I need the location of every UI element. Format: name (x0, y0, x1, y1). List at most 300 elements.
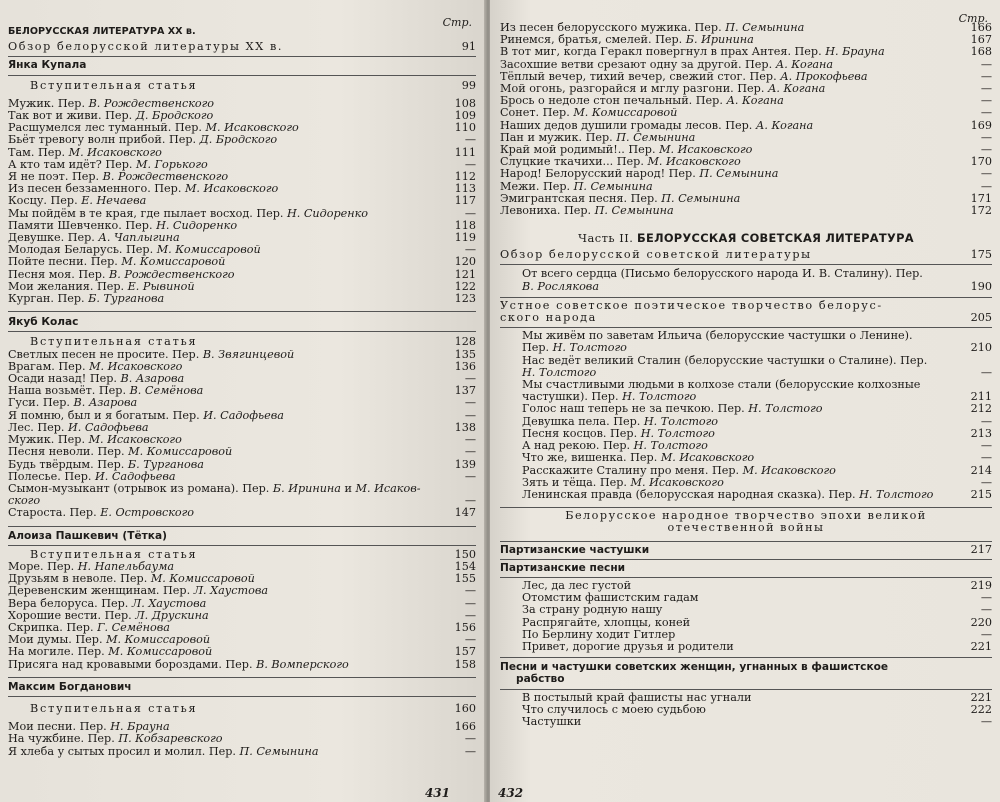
toc-entry[interactable]: Светлых песен не просите. Пер. В. Звягинцевой 135 (8, 347, 476, 361)
entry-title: Эмигрантская песня. (500, 192, 628, 205)
toc-entry[interactable]: Девушке. Пер. А. Чаплыгина 119 (8, 231, 476, 245)
entry-translator: А. Когана (775, 58, 834, 71)
section-heading: Песни и частушки советских женщин, угнанных в фашистское (500, 661, 889, 674)
entry-page: — (464, 372, 476, 386)
toc-entry[interactable] (500, 629, 992, 641)
entry-title: Я не поэт. (8, 171, 69, 184)
entry-title: Мужик. (8, 97, 55, 110)
toc-entry[interactable]: От всего сердца (Письмо белорусского народа И. В. Сталину). Пер. (522, 268, 923, 281)
toc-entry[interactable]: Наша возьмёт. Пер. В. Семёнова 137 (8, 384, 476, 398)
entry-page: 221 (970, 639, 992, 653)
entry-page: 120 (454, 255, 476, 269)
toc-entry[interactable]: Врагам. Пер. М. Исаковского 136 (8, 359, 476, 373)
entry-translator: В. Азарова (120, 373, 185, 386)
toc-entry[interactable]: Мужик. Пер. В. Рождественского 108 (8, 96, 476, 110)
divider (8, 331, 476, 332)
entry-title: Голос наш теперь не за печкою. (522, 403, 715, 416)
entry-page: — (980, 94, 992, 108)
entry-translator: М. Исаковского (89, 360, 183, 373)
entry-title: Наших дедов душили громады лесов. (500, 119, 722, 132)
entry-page: — (980, 627, 992, 641)
entry-title: На могиле. (8, 646, 75, 659)
entry-page: — (980, 714, 992, 728)
toc-entry[interactable]: Край мой родимый!.. Пер. М. Исаковского — (500, 143, 992, 157)
entry-translator: А. Чаплыгина (98, 232, 180, 245)
entry-translator: Е. Нечаева (81, 195, 147, 208)
entry-title: Девушка пела. (522, 415, 610, 428)
entry-page: — (464, 633, 476, 647)
entry-title: Распрягайте, хлопцы, коней (522, 616, 691, 629)
toc-entry[interactable] (500, 330, 992, 342)
divider (8, 545, 476, 546)
entry-page: 136 (454, 359, 476, 373)
entry-translator: Е. Рывиной (127, 280, 195, 293)
entry-translator: М. Исаковского (68, 146, 162, 159)
section-heading: отечественной войны (667, 521, 825, 535)
entry-title: Скрипка. (8, 621, 63, 634)
entry-prefix: Пер. (522, 342, 550, 355)
entry-title: А над рекою. (522, 440, 600, 453)
toc-entry[interactable]: Партизанские частушки 217 (500, 542, 992, 556)
entry-page: — (980, 603, 992, 617)
entry-translator: М. Исаковского (647, 156, 741, 169)
entry-page: 137 (454, 384, 476, 398)
entry-title: В постылый край фашисты нас угнали (522, 691, 752, 704)
entry-title: Мы пойдём в те края, где пылает восход. (8, 207, 253, 220)
entry-title: Ленинская правда (белорусская народная сказка). (522, 488, 825, 501)
entry-list (500, 22, 992, 217)
entry-page: 135 (454, 347, 476, 361)
toc-entry[interactable]: Межи. Пер. П. Семынина — (500, 179, 992, 193)
entry-translator: Н. Толстого (633, 440, 708, 453)
toc-entry[interactable]: Я помню, был и я богатым. Пер. И. Садофьева — (8, 408, 476, 422)
entry-page: 154 (454, 559, 476, 573)
entry-title: Что же, вишенка. (522, 452, 627, 465)
entry-page: — (980, 143, 992, 157)
entry-translator: М. Комиссаровой (156, 244, 261, 257)
entry-page: — (464, 608, 476, 622)
toc-entry[interactable]: Слуцкие ткачихи... Пер. М. Исаковского 170 (500, 155, 992, 169)
entry-title: Лес, да лес густой (522, 579, 632, 592)
toc-entry[interactable]: Хорошие вести. Пер. Л. Друскина — (8, 608, 476, 622)
entry-title: Край мой родимый!.. (500, 144, 625, 157)
entry-translator: П. Семынина (616, 131, 696, 144)
right-page (490, 0, 1000, 802)
divider (500, 297, 992, 298)
entry-title: Присяга над кровавыми бороздами. (8, 658, 222, 671)
part-heading: Часть II. БЕЛОРУССКАЯ СОВЕТСКАЯ ЛИТЕРАТУРА (578, 231, 914, 246)
entry-title: Частушки (522, 715, 582, 728)
toc-entry[interactable]: А кто там идёт? Пер. М. Горького — (8, 157, 476, 171)
entry-page: 121 (454, 267, 476, 281)
entry-page: 158 (454, 657, 476, 671)
toc-entry[interactable]: Пан и мужик. Пер. П. Семынина — (500, 130, 992, 144)
toc-entry[interactable] (500, 704, 992, 716)
entry-list (8, 98, 476, 305)
entry-list (500, 403, 992, 501)
page-label: Стр. (442, 16, 472, 29)
toc-entry[interactable]: Осади назад! Пер. В. Азарова — (8, 372, 476, 386)
toc-entry[interactable]: Молодая Беларусь. Пер. М. Комиссаровой — (8, 243, 476, 257)
toc-entry[interactable]: Расшумелся лес туманный. Пер. М. Исаковского 110 (8, 121, 476, 135)
entry-page: — (980, 179, 992, 193)
entry-page: — (464, 596, 476, 610)
entry-translator: Н. Брауна (825, 46, 885, 59)
toc-entry-continuation: В. Рослякова 190 (522, 279, 992, 293)
entry-page: 138 (454, 420, 476, 434)
entry-translator: Д. Бродского (135, 110, 214, 123)
toc-entry[interactable]: Тёплый вечер, тихий вечер, свежий стог. Пер. А. Прокофьева — (500, 69, 992, 83)
page-label: Стр. (958, 12, 988, 25)
toc-entry[interactable]: Мужик. Пер. М. Исаковского — (8, 433, 476, 447)
entry-title: Привет, дорогие друзья и родители (522, 640, 734, 653)
toc-entry[interactable]: На могиле. Пер. М. Комиссаровой 157 (8, 645, 476, 659)
entry-title: Осади назад! (8, 373, 87, 386)
entry-page: 212 (970, 402, 992, 416)
divider (500, 264, 992, 265)
entry-page: 169 (970, 118, 992, 132)
toc-entry[interactable]: Вступительная статья 150 (30, 547, 476, 561)
toc-entry[interactable] (500, 355, 992, 367)
entry-translator: Б. Турганова (88, 293, 165, 306)
divider (500, 559, 992, 560)
entry-translator: М. Комиссаровой (106, 634, 211, 647)
author-heading: Янка Купала (8, 59, 87, 72)
toc-entry[interactable] (500, 641, 992, 653)
divider (8, 56, 476, 57)
toc-entry-continuation (500, 342, 992, 354)
entry-translator: М. Комиссаровой (108, 646, 213, 659)
entry-title: В тот миг, когда Геракл повергнул в прах Антея. (500, 46, 791, 59)
entry-page: 170 (970, 155, 992, 169)
entry-title: Мужик. (8, 434, 55, 447)
divider (500, 657, 992, 658)
entry-title: Мы живём по заветам Ильича (белорусские частушки о Ленине). (522, 330, 913, 343)
entry-title: Я помню, был и я богатым. (8, 409, 170, 422)
entry-title: Будь твёрдым. (8, 458, 94, 471)
entry-translator: М. Исаковского (742, 464, 836, 477)
entry-title: Друзьям в неволе. (8, 573, 117, 586)
toc-entry[interactable]: Полесье. Пер. И. Садофьева — (8, 469, 476, 483)
entry-page: — (980, 439, 992, 453)
divider (8, 75, 476, 76)
toc-entry[interactable]: Мои песни. Пер. Н. Брауна 166 (8, 720, 476, 734)
toc-entry[interactable]: Песня моя. Пер. В. Рождественского 121 (8, 267, 476, 281)
entry-page: 211 (970, 390, 992, 404)
entry-list (500, 692, 992, 729)
entry-page: — (464, 157, 476, 171)
toc-entry[interactable]: Песня косцов. Пер. Н. Толстого 213 (522, 426, 992, 440)
entry-title: Деревенским женщинам. (8, 585, 160, 598)
toc-entry[interactable]: Вступительная статья 160 (30, 701, 476, 715)
toc-entry[interactable]: Вступительная статья 99 (30, 78, 476, 92)
entry-page: 111 (454, 145, 476, 159)
entry-translator: В. Рождественского (108, 268, 235, 281)
entry-translator: Н. Толстого (622, 391, 697, 404)
toc-entry[interactable]: Устное советское поэтическое творчество белорус- (500, 299, 883, 312)
toc-entry[interactable]: Левониха. Пер. П. Семынина 172 (500, 204, 992, 218)
entry-page: 215 (970, 487, 992, 501)
toc-entry-continuation (500, 367, 992, 379)
entry-title: Молодая Беларусь. (8, 244, 123, 257)
toc-entry[interactable]: Ринемся, братья, смелей. Пер. Б. Иринина 167 (500, 33, 992, 47)
entry-title: Слуцкие ткачихи... (500, 156, 614, 169)
entry-list (500, 580, 992, 653)
entry-page: — (980, 365, 992, 379)
entry-page: 113 (454, 182, 476, 196)
entry-translator: А. Когана (726, 95, 784, 108)
entry-title: Море. (8, 560, 44, 573)
toc-entry[interactable]: Голос наш теперь не за печкою. Пер. Н. Толстого 212 (522, 402, 992, 416)
entry-title: Врагам. (8, 360, 55, 373)
entry-translator: П. Семынина (573, 180, 653, 193)
entry-page: 221 (970, 690, 992, 704)
entry-translator: В. Азарова (73, 397, 138, 410)
toc-entry[interactable]: Песня неволи. Пер. М. Комиссаровой — (8, 445, 476, 459)
entry-title: Из песен белорусского мужика. (500, 22, 691, 34)
divider (500, 327, 992, 328)
entry-title: Я хлеба у сытых просил и молил. (8, 745, 206, 758)
entry-page: — (464, 744, 476, 758)
entry-page: — (464, 243, 476, 257)
section-heading: Белорусское народное творчество эпохи великой (565, 509, 927, 523)
page-number: 431 (424, 786, 450, 800)
entry-page: 210 (970, 341, 992, 355)
entry-page: 219 (970, 578, 992, 592)
entry-translator: А. Когана (767, 83, 826, 96)
entry-title: Брось о недоле стон печальный. (500, 95, 693, 108)
toc-entry[interactable]: Сонет. Пер. М. Комиссаровой — (500, 106, 992, 120)
toc-entry[interactable]: Друзьям в неволе. Пер. М. Комиссаровой 155 (8, 572, 476, 586)
entry-translator: В. Семёнова (129, 385, 204, 398)
entry-page: — (980, 82, 992, 96)
entry-translator: Н. Сидоренко (156, 219, 238, 232)
entry-page: 119 (454, 231, 476, 245)
toc-entry[interactable]: Мы пойдём в те края, где пылает восход. Пер. Н. Сидоренко — (8, 206, 476, 220)
divider (500, 507, 992, 508)
toc-entry[interactable]: Там. Пер. М. Исаковского 111 (8, 145, 476, 159)
toc-entry[interactable]: Я хлеба у сытых просил и молил. Пер. П. Семынина — (8, 744, 476, 758)
entry-page: 118 (454, 218, 476, 232)
toc-entry[interactable]: Памяти Шевченко. Пер. Н. Сидоренко 118 (8, 218, 476, 232)
entry-page: 155 (454, 572, 476, 586)
entry-title: Наша возьмёт. (8, 385, 96, 398)
toc-entry[interactable]: Деревенским женщинам. Пер. Л. Хаустова — (8, 584, 476, 598)
entry-translator: Б. Иринина (685, 34, 754, 47)
entry-list (500, 330, 992, 403)
toc-entry[interactable]: Бьёт тревогу волн прибой. Пер. Д. Бродского — (8, 133, 476, 147)
entry-title: Тёплый вечер, тихий вечер, свежий стог. (500, 70, 746, 83)
entry-translator: М. Горького (136, 158, 208, 171)
entry-page: 139 (454, 457, 476, 471)
toc-entry[interactable]: Староста. Пер. Е. Островского 147 (8, 506, 476, 520)
entry-title: Лес. (8, 421, 34, 434)
toc-entry[interactable]: Пойте песни. Пер. М. Комиссаровой 120 (8, 255, 476, 269)
entry-title: Сонет. (500, 107, 540, 120)
toc-entry[interactable] (500, 592, 992, 604)
entry-translator: А. Прокофьева (780, 70, 868, 83)
entry-title: Бьёт тревогу волн прибой. (8, 134, 166, 147)
entry-translator: Д. Бродского (199, 134, 278, 147)
entry-page: 108 (454, 96, 476, 110)
toc-entry[interactable]: А над рекою. Пер. Н. Толстого — (522, 439, 992, 453)
divider (8, 311, 476, 312)
toc-entry[interactable]: Мой огонь, разгорайся и мглу разгони. Пер. А. Когана — (500, 82, 992, 96)
toc-entry[interactable]: Присяга над кровавыми бороздами. Пер. В. Вомперского 158 (8, 657, 476, 671)
toc-entry[interactable]: Брось о недоле стон печальный. Пер. А. Когана — (500, 94, 992, 108)
toc-entry[interactable]: Море. Пер. Н. Напельбаума 154 (8, 559, 476, 573)
entry-title: Там. (8, 146, 35, 159)
entry-translator: М. Исаковского (88, 434, 182, 447)
entry-title: Песня неволи. (8, 446, 94, 459)
entry-title: Девушке. (8, 232, 65, 245)
entry-translator: М. Комиссаровой (128, 446, 233, 459)
toc-entry[interactable]: Из песен белорусского мужика. Пер. П. Семынина 166 (500, 21, 992, 34)
toc-entry[interactable]: В тот миг, когда Геракл повергнул в прах Антея. Пер. Н. Брауна 168 (500, 45, 992, 59)
entry-translator: М. Исаковского (660, 452, 755, 465)
entry-page: — (980, 451, 992, 465)
entry-title: Мы счастливыми людьми в колхозе стали (белорусские колхозные (522, 379, 921, 392)
toc-entry-continuation (500, 391, 992, 403)
entry-page: — (980, 57, 992, 71)
entry-title: Межи. (500, 180, 540, 193)
entry-title: Вера белоруса. (8, 597, 98, 610)
entry-title: Что случилось с моею судьбою (522, 703, 706, 716)
entry-title: Хорошие вести. (8, 609, 102, 622)
toc-entry[interactable]: Наших дедов душили громады лесов. Пер. А. Когана 169 (500, 118, 992, 132)
entry-translator: М. Исаковского (184, 183, 279, 196)
toc-entry[interactable]: Гуси. Пер. В. Азарова — (8, 396, 476, 410)
toc-entry[interactable]: Так вот и живи. Пер. Д. Бродского 109 (8, 109, 476, 123)
toc-entry[interactable] (500, 692, 992, 704)
toc-entry[interactable]: Будь твёрдым. Пер. Б. Турганова 139 (8, 457, 476, 471)
toc-entry[interactable]: Из песен беззаменного. Пер. М. Исаковского 113 (8, 182, 476, 196)
entry-page: — (980, 475, 992, 489)
entry-title: Косцу. (8, 195, 47, 208)
entry-title: Засохшие ветви срезают одну за другой. (500, 58, 742, 71)
entry-title: Ринемся, братья, смелей. (500, 34, 652, 47)
entry-translator: М. Комиссаровой (573, 107, 678, 120)
toc-entry[interactable]: Расскажите Сталину про меня. Пер. М. Исаковского 214 (522, 463, 992, 477)
toc-entry[interactable]: Что же, вишенка. Пер. М. Исаковского — (522, 451, 992, 465)
entry-page: — (464, 433, 476, 447)
entry-title: На чужбине. (8, 733, 85, 746)
entry-page: 220 (970, 615, 992, 629)
divider (8, 677, 476, 678)
author-heading: Алоиза Пашкевич (Тётка) (8, 529, 167, 542)
toc-entry[interactable]: Вступительная статья 128 (30, 335, 476, 349)
entry-page: 122 (454, 279, 476, 293)
toc-entry[interactable] (500, 604, 992, 616)
entry-page: 110 (454, 121, 476, 135)
left-page (0, 0, 486, 802)
entry-translator: П. Семынина (239, 745, 319, 758)
toc-entry[interactable]: Вера белоруса. Пер. Л. Хаустова — (8, 596, 476, 610)
entry-page: 166 (454, 720, 476, 734)
entry-translator: А. Когана (755, 119, 814, 132)
entry-title: Мои желания. (8, 280, 94, 293)
entry-translator: Н. Напельбаума (77, 560, 175, 573)
toc-entry[interactable]: Скрипка. Пер. Г. Семёнова 156 (8, 620, 476, 634)
entry-translator: П. Кобзаревского (118, 733, 223, 746)
divider (500, 689, 992, 690)
toc-entry[interactable] (500, 716, 992, 728)
entry-translator: П. Семынина (594, 205, 674, 218)
entry-page: 166 (970, 21, 992, 34)
entry-page: — (464, 133, 476, 147)
entry-title: Пойте песни. (8, 256, 88, 269)
toc-entry[interactable]: Мои думы. Пер. М. Комиссаровой — (8, 633, 476, 647)
entry-title: Расскажите Сталину про меня. (522, 464, 709, 477)
entry-prefix: частушки). Пер. (522, 391, 619, 404)
toc-entry[interactable] (500, 580, 992, 592)
toc-entry[interactable]: Обзор белорусской литературы XX в. 91 (8, 40, 476, 54)
divider (500, 541, 992, 542)
entry-page: 123 (454, 292, 476, 306)
entry-translator: Н. Сидоренко (286, 207, 369, 220)
divider (8, 526, 476, 527)
entry-translator: Н. Толстого (748, 403, 823, 416)
toc-entry[interactable] (500, 617, 992, 629)
toc-entry[interactable]: Народ! Белорусский народ! Пер. П. Семынина — (500, 167, 992, 181)
toc-entry[interactable]: Засохшие ветви срезают одну за другой. Пер. А. Когана — (500, 57, 992, 71)
entry-page: — (980, 167, 992, 181)
entry-title: Отомстим фашистским гадам (522, 592, 699, 605)
toc-entry[interactable]: Косцу. Пер. Е. Нечаева 117 (8, 194, 476, 208)
toc-entry-continuation: ского народа 205 (500, 311, 992, 325)
entry-page: — (464, 445, 476, 459)
entry-page: — (464, 206, 476, 220)
entry-title: Светлых песен не просите. (8, 348, 169, 361)
entry-page: 109 (454, 109, 476, 123)
entry-title: Пан и мужик. (500, 131, 583, 144)
toc-entry[interactable]: Ленинская правда (белорусская народная сказка). Пер. Н. Толстого 215 (522, 487, 992, 501)
entry-translator: И. Садофьева (68, 421, 149, 434)
entry-translator: П. Семынина (661, 192, 741, 205)
toc-entry[interactable]: Сымон-музыкант (отрывок из романа). Пер. Б. Иринина и М. Исаков- (8, 482, 421, 495)
author-heading: Максим Богданович (8, 680, 132, 693)
entry-translator: В. Рождественского (88, 97, 215, 110)
toc-entry[interactable]: Лес. Пер. И. Садофьева 138 (8, 420, 476, 434)
entry-translator: М. Исаковского (205, 122, 299, 135)
toc-entry[interactable]: Я не поэт. Пер. В. Рождественского 112 (8, 170, 476, 184)
entry-translator: Н. Толстого (522, 366, 597, 379)
toc-entry[interactable]: Обзор белорусской советской литературы 175 (500, 248, 992, 262)
entry-title: Из песен беззаменного. (8, 183, 151, 196)
author-heading: Якуб Колас (8, 316, 79, 329)
entry-title: Так вот и живи. (8, 110, 102, 123)
entry-title: Памяти Шевченко. (8, 219, 122, 232)
entry-title: Полесье. (8, 470, 61, 483)
entry-translator: Л. Друскина (135, 609, 209, 622)
entry-title: Мой огонь, разгорайся и мглу разгони. (500, 83, 734, 96)
entry-title: Левониха. (500, 205, 561, 218)
entry-translator: Б. Турганова (127, 458, 204, 471)
entry-page: 156 (454, 620, 476, 634)
toc-entry[interactable]: Эмигрантская песня. Пер. П. Семынина 171 (500, 191, 992, 205)
entry-page: — (464, 732, 476, 746)
entry-page: — (464, 408, 476, 422)
toc-entry[interactable]: Курган. Пер. Б. Турганова 123 (8, 292, 476, 306)
toc-entry[interactable] (500, 379, 992, 391)
entry-page: 157 (454, 645, 476, 659)
toc-entry[interactable]: Мои желания. Пер. Е. Рывиной 122 (8, 279, 476, 293)
toc-entry[interactable]: Девушка пела. Пер. Н. Толстого — (522, 414, 992, 428)
entry-page: — (464, 469, 476, 483)
entry-translator: В. Вомперского (256, 658, 349, 671)
toc-entry[interactable]: На чужбине. Пер. П. Кобзаревского — (8, 732, 476, 746)
toc-entry[interactable]: Зять и тёща. Пер. М. Исаковского — (522, 475, 992, 489)
